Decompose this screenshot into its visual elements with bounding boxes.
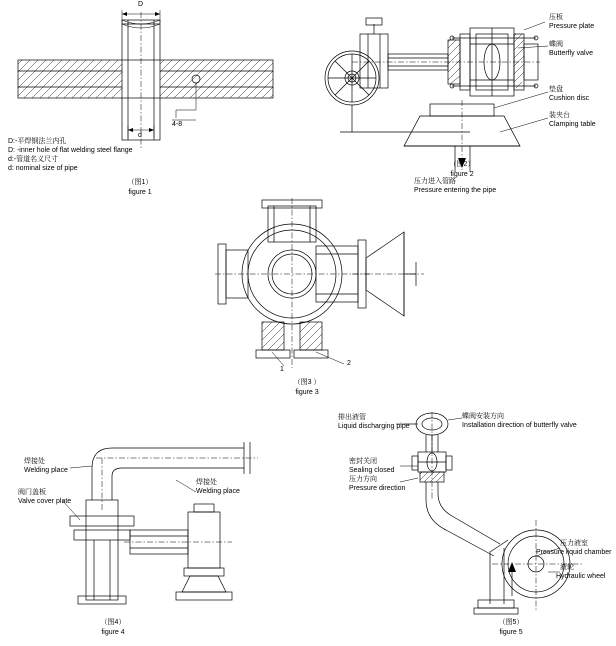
figure2-label-cushion-disc-en: Cushion disc: [549, 95, 590, 102]
figure2-graphic: [325, 18, 548, 172]
figure2-label-pressure-plate-en: Pressure plate: [549, 23, 595, 30]
figure1-graphic: [18, 10, 273, 150]
figure1-dim-D: D: [138, 1, 144, 8]
figure4-label-welding-place-2-cn: 焊接处: [196, 479, 217, 486]
figure4-caption-cn: （图4）: [100, 619, 126, 626]
figure3-callout-2: 2: [347, 360, 351, 367]
figure5-label-pressure-direction-en: Pressure direction: [349, 485, 406, 492]
figure3-callout-1: 1: [280, 366, 284, 373]
figure5-label-install-direction-en: Installation direction of butterfly valve: [462, 422, 577, 429]
figure2-label-pressure-plate-cn: 压板: [549, 14, 563, 21]
figure5-label-pressure-chamber-en: Pressure liquid chamber: [536, 549, 612, 556]
figure1-legend-line-1: D:-平焊钢法兰内孔: [8, 138, 67, 145]
figure3-caption-en: figure 3: [295, 389, 319, 396]
figure2-caption-en: figure 2: [450, 171, 474, 178]
figure2-label-pressure-entering-cn: 压力进入管路: [414, 178, 456, 185]
figure3-caption-cn: （图3 ）: [293, 379, 321, 386]
figure2-label-pressure-entering-en: Pressure entering the pipe: [414, 187, 497, 194]
figure2-label-butterfly-valve-en: Butterfly valve: [549, 50, 593, 57]
figure5-label-pressure-direction-cn: 压力方向: [349, 476, 377, 483]
figure5-label-pressure-chamber-cn: 压力液室: [560, 540, 588, 547]
figure4-caption-en: figure 4: [101, 629, 125, 636]
figure1-hole-dim: 4-8: [172, 121, 183, 128]
figure5-label-discharging-pipe-cn: 排出液管: [338, 414, 366, 421]
figure3-graphic: [215, 198, 424, 368]
figure4-graphic: [62, 442, 258, 604]
figure5-graphic: [396, 412, 582, 614]
figure1-caption-en: figure 1: [128, 189, 152, 196]
figure1-legend-line-3: d:-管道名义尺寸: [8, 156, 59, 163]
figure1-legend-line-2: D: -inner hole of flat welding steel flange: [8, 147, 133, 154]
figure4-label-welding-place-2-en: Welding place: [196, 488, 240, 495]
figure2-label-butterfly-valve-cn: 蝶阀: [549, 41, 563, 48]
figure5-caption-en: figure 5: [499, 629, 523, 636]
figure4-label-valve-cover-plate-cn: 阀门盖板: [18, 489, 46, 496]
figure2-label-clamping-table-cn: 装夹台: [549, 112, 570, 119]
figure1-caption-cn: （图1）: [127, 179, 153, 186]
figure5-label-hydraulic-wheel-en: Hydraulic wheel: [556, 573, 606, 580]
figure2-caption-cn: （图2）: [449, 161, 475, 168]
figure4-label-valve-cover-plate-en: Valve cover plate: [18, 498, 72, 505]
figure5-label-discharging-pipe-en: Liquid discharging pipe: [338, 423, 410, 430]
figure5-label-install-direction-cn: 蝶阀安装方向: [462, 413, 504, 420]
figure2-label-cushion-disc-cn: 垫盘: [549, 86, 563, 93]
figure5-label-hydraulic-wheel-cn: 液轮: [560, 564, 574, 571]
figure4-label-welding-place-1-cn: 焊接处: [24, 458, 45, 465]
figure5-label-sealing-closed-cn: 密封关闭: [349, 458, 377, 465]
figure5-label-sealing-closed-en: Sealing closed: [349, 467, 395, 474]
figure1-dim-d: d: [138, 132, 142, 139]
figure2-label-clamping-table-en: Clamping table: [549, 121, 596, 128]
figure1-legend-line-4: d: nominal size of pipe: [8, 165, 78, 172]
figure5-caption-cn: （图5）: [498, 619, 524, 626]
figure4-label-welding-place-1-en: Welding place: [24, 467, 68, 474]
